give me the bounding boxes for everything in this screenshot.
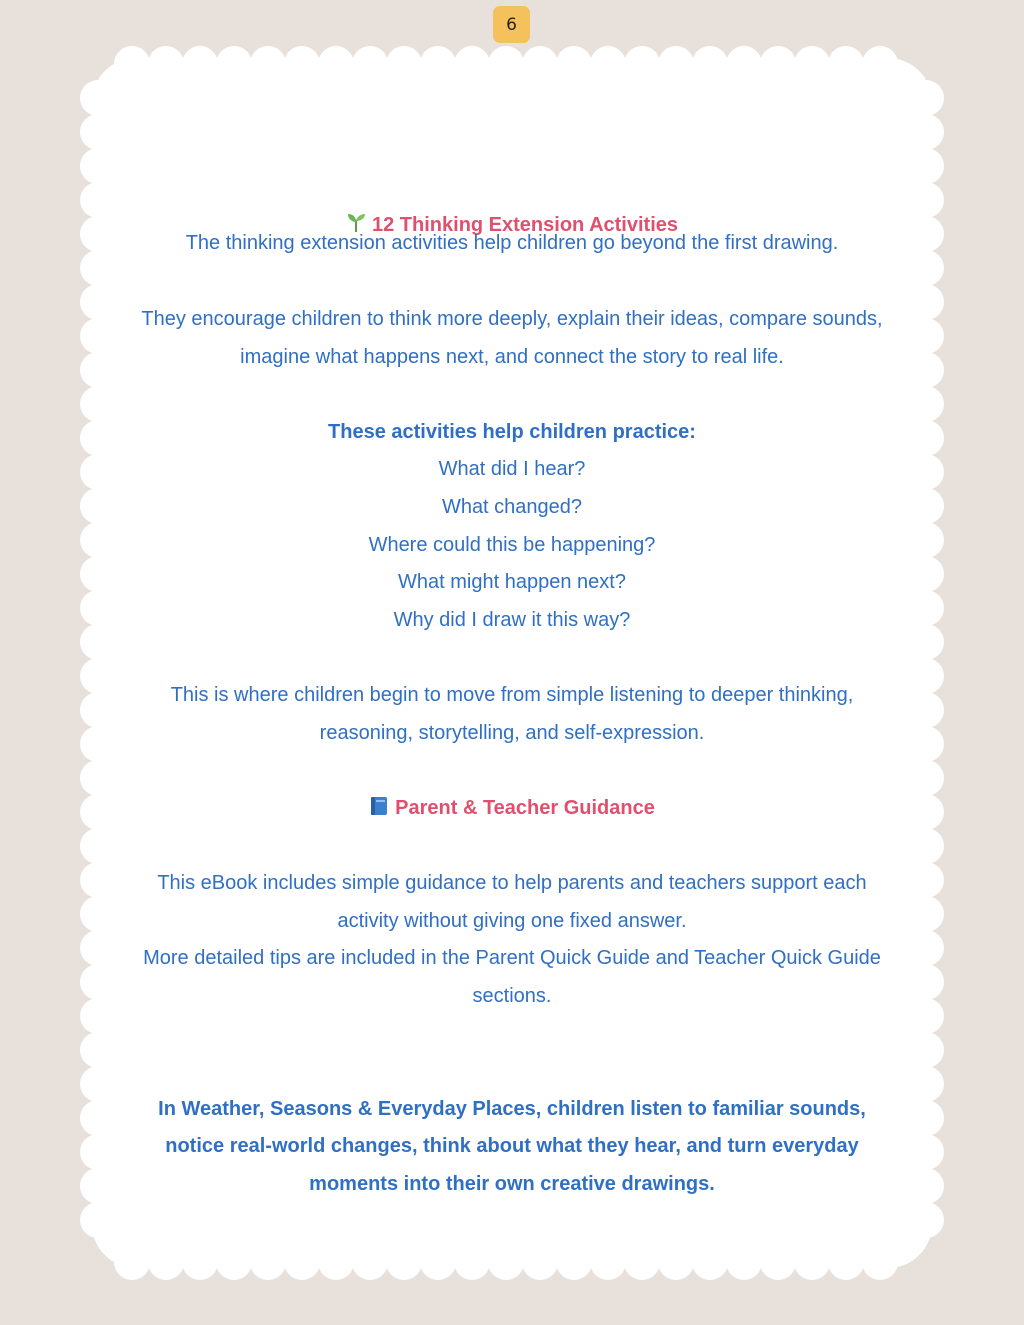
section-heading-guidance bbox=[92, 789, 932, 829]
para1-line2: imagine what happens next, and connect the story to real life. bbox=[240, 346, 784, 368]
guidance-line2: activity without giving one fixed answer. bbox=[337, 910, 687, 932]
question-item: What changed? bbox=[441, 496, 583, 518]
question-item: Why did I draw it this way? bbox=[393, 609, 631, 631]
summary-line2: notice real-world changes, think about what they hear, and turn everyday bbox=[165, 1135, 859, 1157]
page-number: 6 bbox=[506, 14, 517, 35]
guidance-line3: More detailed tips are included in the Parent Quick Guide and Teacher Quick Guide bbox=[143, 947, 881, 969]
heading-text: 12 Thinking Extension Activities bbox=[372, 214, 678, 236]
guidance-line1: This eBook includes simple guidance to help parents and teachers support each bbox=[157, 872, 867, 894]
blue-book-icon bbox=[369, 791, 389, 829]
question-item: What did I hear? bbox=[438, 458, 586, 480]
card-content bbox=[92, 58, 932, 1268]
intro-text: The thinking extension activities help children go beyond the first drawing. bbox=[185, 232, 839, 254]
page-number-badge bbox=[493, 6, 530, 43]
heading-text: Parent & Teacher Guidance bbox=[395, 797, 655, 819]
practice-title: These activities help children practice: bbox=[328, 421, 696, 443]
summary-line3: moments into their own creative drawings. bbox=[309, 1173, 715, 1195]
question-item: Where could this be happening? bbox=[368, 534, 656, 556]
question-item: What might happen next? bbox=[398, 571, 626, 593]
summary-line1: In Weather, Seasons & Everyday Places, children listen to familiar sounds, bbox=[158, 1098, 866, 1120]
para1-line1: They encourage children to think more deeply, explain their ideas, compare sounds, bbox=[141, 308, 883, 330]
closing-line2: reasoning, storytelling, and self-expression. bbox=[319, 722, 705, 744]
closing-line1: This is where children begin to move from simple listening to deeper thinking, bbox=[170, 684, 854, 706]
guidance-line4: sections. bbox=[472, 985, 552, 1007]
